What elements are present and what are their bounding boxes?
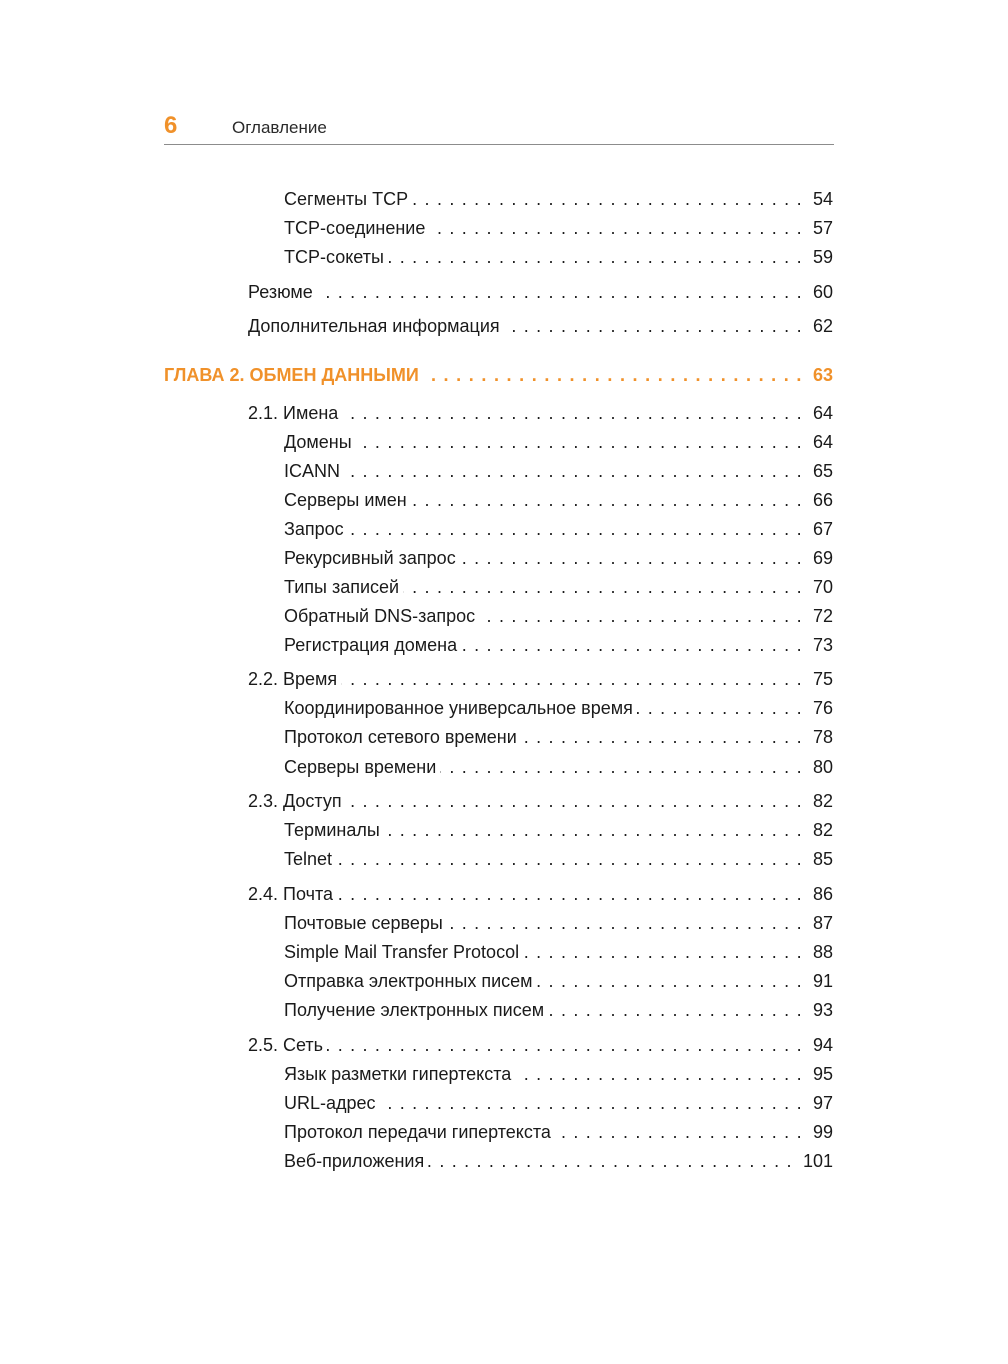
toc-entry-page: 97 [812,1093,833,1113]
toc-entry [284,1061,833,1087]
toc-entry-title: Домены [284,432,352,452]
toc-entry-page: 73 [812,635,833,655]
toc-entry-page: 82 [812,791,833,811]
toc-entry [284,695,833,721]
toc-entry-title: Сегменты TCP [284,189,409,209]
toc-entry [284,487,833,513]
toc-entry-title: Telnet [284,849,333,869]
toc-entry-title: 2.2. Время [248,669,338,689]
dot-leader [317,279,809,305]
toc-chapter-heading [164,362,833,388]
dot-leader [555,1119,809,1145]
toc-entry-page: 63 [812,365,833,385]
toc-entry-title: Серверы времени [284,757,437,777]
dot-leader [336,846,809,872]
toc-entry [248,788,833,814]
toc-entry-page: 99 [812,1122,833,1142]
toc-entry-title: Почтовые серверы [284,913,443,933]
toc-entry-page: 78 [812,727,833,747]
dot-leader [411,487,809,513]
dot-leader [412,186,809,212]
dot-leader [429,215,809,241]
toc-entry-title: Веб-приложения [284,1151,425,1171]
dot-leader [537,968,809,994]
toc-entry-page: 54 [812,189,833,209]
toc-entry-title: 2.5. Сеть [248,1035,324,1055]
toc-entry-page: 69 [812,548,833,568]
toc-entry-title: Регистрация домена [284,635,458,655]
dot-leader [384,817,809,843]
toc-entry [284,545,833,571]
toc-entry [284,574,833,600]
dot-leader [479,603,809,629]
toc-entry [248,666,833,692]
toc-entry-title: Типы записей [284,577,400,597]
dot-leader [356,429,809,455]
toc-entry-title: TCP-соединение [284,218,426,238]
toc-entry-page: 94 [812,1035,833,1055]
toc-entry [284,1148,833,1174]
toc-entry-title: Язык разметки гипертекста [284,1064,512,1084]
dot-leader [523,939,809,965]
toc-entry-title: ICANN [284,461,341,481]
toc-entry [284,754,833,780]
dot-leader [515,1061,809,1087]
toc-entry [284,910,833,936]
toc-entry-title: Координированное универсальное время [284,698,633,718]
toc-entry-title: Протокол сетевого времени [284,727,517,747]
dot-leader [342,400,809,426]
toc-entry-page: 65 [812,461,833,481]
toc-entry-page: 70 [812,577,833,597]
toc-entry-page: 87 [812,913,833,933]
toc-entry-title: Запрос [284,519,344,539]
toc-entry-title: URL-адрес [284,1093,376,1113]
toc-entry-page: 88 [812,942,833,962]
toc-entry-title: 2.1. Имена [248,403,339,423]
toc-entry-page: 72 [812,606,833,626]
toc-entry-page: 64 [812,432,833,452]
dot-leader [521,724,809,750]
toc-entry-title: 2.3. Доступ [248,791,342,811]
toc-entry [284,817,833,843]
dot-leader [460,545,809,571]
toc-entry-title: ГЛАВА 2. ОБМЕН ДАННЫМИ [164,365,419,385]
toc-entry [284,1119,833,1145]
toc-entry-page: 59 [812,247,833,267]
dot-leader [428,1148,799,1174]
toc-entry-title: Обратный DNS-запрос [284,606,476,626]
dot-leader [461,632,809,658]
dot-leader [344,458,809,484]
toc-entry-title: Серверы имен [284,490,407,510]
toc-entry-page: 101 [802,1151,833,1171]
toc-entry-page: 67 [812,519,833,539]
page-number: 6 [164,112,178,139]
toc-entry [284,846,833,872]
dot-leader [337,881,809,907]
toc-entry-page: 62 [812,316,833,336]
toc-entry [284,968,833,994]
toc-entry-title: 2.4. Почта [248,884,334,904]
toc-entry-title: Simple Mail Transfer Protocol [284,942,520,962]
toc-entry [248,881,833,907]
toc-entry-page: 64 [812,403,833,423]
toc-entry [284,724,833,750]
toc-entry [284,997,833,1023]
toc-entry [284,516,833,542]
toc-entry [284,215,833,241]
toc-entry-page: 66 [812,490,833,510]
dot-leader [380,1090,809,1116]
toc-entry [284,429,833,455]
dot-leader [637,695,809,721]
dot-leader [346,788,809,814]
toc-entry [284,186,833,212]
dot-leader [423,362,809,388]
toc-entry [284,244,833,270]
toc-entry-title: Терминалы [284,820,380,840]
toc-entry-page: 57 [812,218,833,238]
dot-leader [504,313,809,339]
dot-leader [440,754,809,780]
dot-leader [341,666,809,692]
dot-leader [548,997,809,1023]
toc-entry-title: Протокол передачи гипертекста [284,1122,551,1142]
toc-entry-page: 76 [812,698,833,718]
dot-leader [327,1032,809,1058]
toc-entry-page: 86 [812,884,833,904]
toc-entry [248,313,833,339]
toc-entry-page: 85 [812,849,833,869]
toc-entry-title: Получение электронных писем [284,1000,545,1020]
running-title: Оглавление [232,118,327,137]
dot-leader [403,574,809,600]
toc-entry-page: 95 [812,1064,833,1084]
toc-entry-page: 93 [812,1000,833,1020]
toc-entry [248,1032,833,1058]
toc-entry-title: Отправка электронных писем [284,971,533,991]
toc-entry-title: Дополнительная информация [248,316,500,336]
toc-entry-title: Рекурсивный запрос [284,548,456,568]
toc-entry [284,603,833,629]
toc-entry [284,632,833,658]
toc-entry [248,400,833,426]
toc-entry-page: 91 [812,971,833,991]
toc-entry-page: 60 [812,282,833,302]
toc-entry-page: 82 [812,820,833,840]
toc-entry-title: Резюме [248,282,313,302]
toc-entry-title: TCP-сокеты [284,247,384,267]
dot-leader [388,244,809,270]
toc-entry-page: 75 [812,669,833,689]
dot-leader [348,516,809,542]
toc-entry-page: 80 [812,757,833,777]
dot-leader [447,910,809,936]
toc-entry [284,458,833,484]
toc-entry [248,279,833,305]
toc-entry [284,939,833,965]
toc-entry [284,1090,833,1116]
